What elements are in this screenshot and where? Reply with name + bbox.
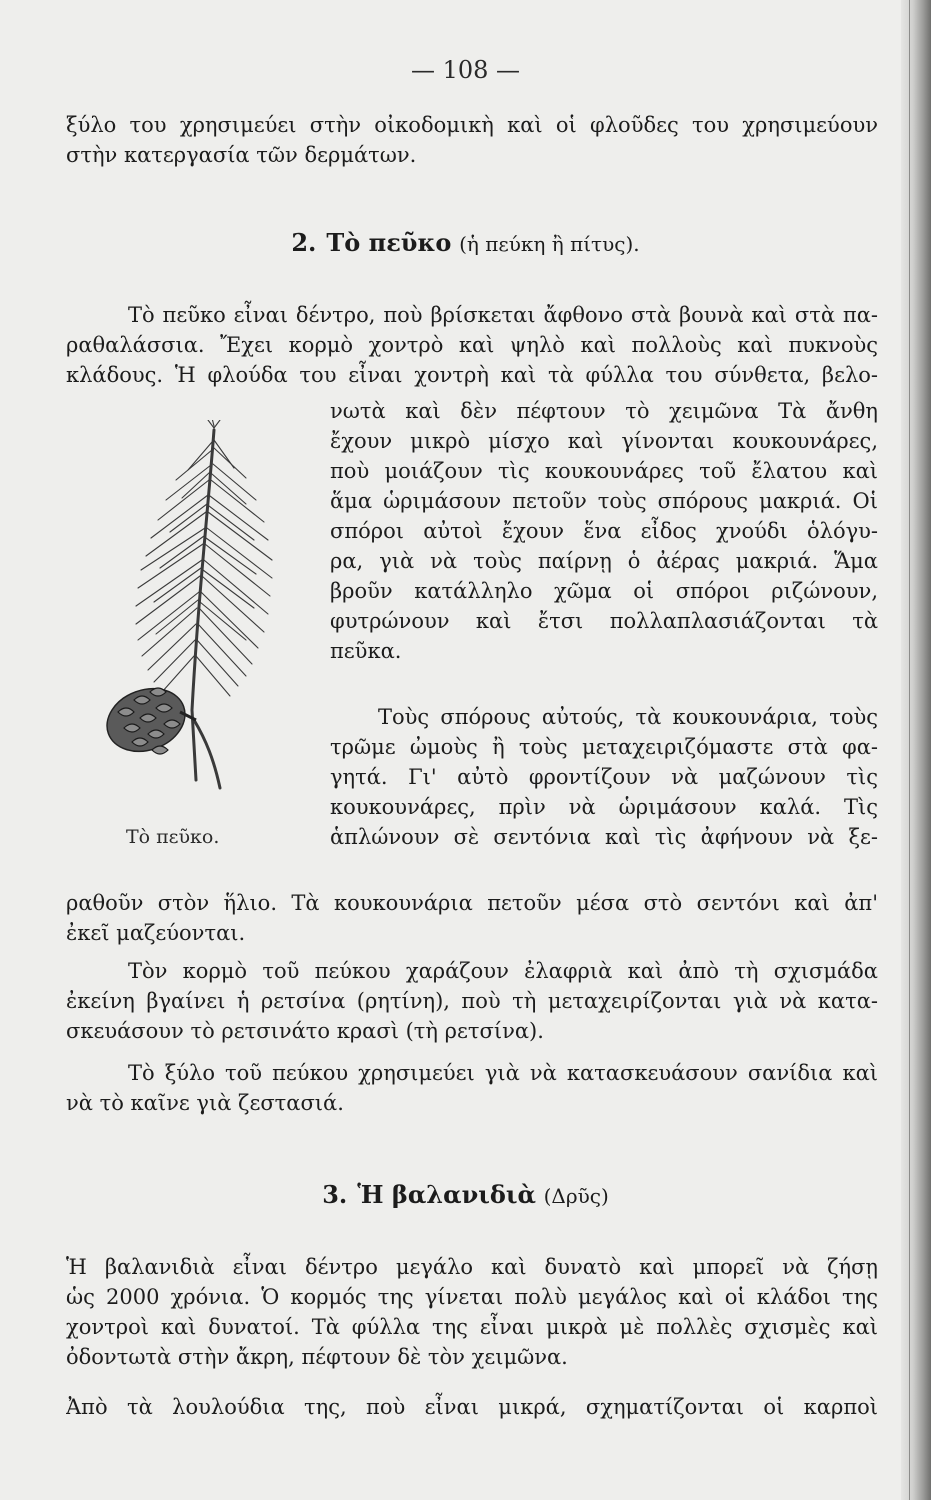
pine-paragraph-2-wrapped <box>330 702 878 852</box>
text-line: Ἡ βαλανιδιὰ εἶναι δέντρο μεγάλο καὶ δυνατὸ καὶ μπορεῖ νὰ ζήσῃ <box>66 1255 878 1279</box>
section-subtitle: (Δρῦς) <box>543 1184 609 1208</box>
pine-branch-illustration <box>96 420 276 800</box>
text-line: σκευάσουν τὸ ρετσινάτο κρασὶ (τὴ ρετσίνα). <box>66 1019 544 1043</box>
pine-paragraph-3 <box>66 956 878 1046</box>
text-line: νὰ τὸ καῖνε γιὰ ζεστασιά. <box>66 1091 344 1115</box>
section-subtitle: (ἡ πεύκη ἢ πίτυς). <box>459 232 640 256</box>
text-line: βροῦν κατάλληλο χῶμα οἱ σπόροι ριζώνουν, <box>330 579 878 603</box>
text-line: ἁπλώνουν σὲ σεντόνια καὶ τὶς ἀφήνουν νὰ ξε- <box>330 825 878 849</box>
section-heading-oak <box>0 1178 931 1212</box>
text-line: γητά. Γι' αὐτὸ φροντίζουν νὰ μαζώνουν τὶς <box>330 765 878 789</box>
text-line: ξύλο του χρησιμεύει στὴν οἰκοδομικὴ καὶ οἱ φλοῦδες του χρησιμεύουν <box>66 113 878 137</box>
text-line: τρῶμε ὠμοὺς ἢ τοὺς μεταχειριζόμαστε στὰ φα- <box>330 735 878 759</box>
text-line: φυτρώνουν καὶ ἔτσι πολλαπλασιάζονται τὰ <box>330 609 878 633</box>
text-line: ἅμα ὡριμάσουν πετοῦν τοὺς σπόρους μακριά. Οἱ <box>330 489 878 513</box>
intro-paragraph <box>66 110 878 170</box>
text-line: ρα, γιὰ νὰ τοὺς παίρνῃ ὁ ἀέρας μακριά. Ἅμα <box>330 549 878 573</box>
section-title: Ἡ βαλανιδιὰ <box>357 1180 536 1209</box>
text-line: κουκουνάρες, πρὶν νὰ ὡριμάσουν καλά. Τὶς <box>330 795 878 819</box>
pine-paragraph-4 <box>66 1058 878 1118</box>
text-line: πεῦκα. <box>330 639 402 663</box>
page-number: — 108 — <box>410 56 521 84</box>
pine-wrapped-text <box>330 396 878 666</box>
section-number: 3. <box>322 1180 348 1209</box>
text-line: Τοὺς σπόρους αὐτούς, τὰ κουκουνάρια, τοὺς <box>378 705 878 729</box>
text-line: ὀδοντωτὰ στὴν ἄκρη, πέφτουν δὲ τὸν χειμῶνα. <box>66 1345 568 1369</box>
section-title: Τὸ πεῦκο <box>326 228 452 257</box>
text-line: Τὸν κορμὸ τοῦ πεύκου χαράζουν ἐλαφριὰ καὶ ἀπὸ τὴ σχισμάδα <box>128 959 878 983</box>
text-line: χοντροὶ καὶ δυνατοί. Τὰ φύλλα της εἶναι μικρὰ μὲ πολλὲς σχισμὲς καὶ <box>66 1315 878 1339</box>
pine-paragraph-1 <box>66 300 878 390</box>
text-line: νωτὰ καὶ δὲν πέφτουν τὸ χειμῶνα Τὰ ἄνθη <box>330 399 878 423</box>
oak-paragraph-2 <box>66 1392 878 1422</box>
pine-cone <box>98 678 196 762</box>
text-line: ὡς 2000 χρόνια. Ὁ κορμός της γίνεται πολὺ μεγάλος καὶ οἱ κλάδοι της <box>66 1285 878 1309</box>
text-line: ραθαλάσσια. Ἔχει κορμὸ χοντρὸ καὶ ψηλὸ καὶ πολλοὺς καὶ πυκνοὺς <box>66 333 878 357</box>
text-line: ἐκείνη βγαίνει ἡ ρετσίνα (ρητίνη), ποὺ τὴ μεταχειρίζονται γιὰ νὰ κατα- <box>66 989 878 1013</box>
section-number: 2. <box>291 228 317 257</box>
text-line: σπόροι αὐτοὶ ἔχουν ἕνα εἶδος χνούδι ὁλόγυ- <box>330 519 878 543</box>
pine-paragraph-2-end <box>66 888 878 948</box>
text-line: Τὸ ξύλο τοῦ πεύκου χρησιμεύει γιὰ νὰ κατασκευάσουν σανίδια καὶ <box>128 1061 878 1085</box>
text-line: στὴν κατεργασία τῶν δερμάτων. <box>66 143 417 167</box>
text-line: Τὸ πεῦκο εἶναι δέντρο, ποὺ βρίσκεται ἄφθονο στὰ βουνὰ καὶ στὰ πα- <box>128 303 878 327</box>
text-line: ραθοῦν στὸν ἥλιο. Τὰ κουκουνάρια πετοῦν μέσα στὸ σεντόνι καὶ ἀπ' <box>66 891 878 915</box>
text-line: ἔχουν μικρὸ μίσχο καὶ γίνονται κουκουνάρες, <box>330 429 878 453</box>
oak-paragraph-1 <box>66 1252 878 1372</box>
text-line: Ἀπὸ τὰ λουλούδια της, ποὺ εἶναι μικρά, σχηματίζονται οἱ καρποὶ <box>66 1395 878 1419</box>
section-heading-pine <box>0 226 931 260</box>
text-line: ἐκεῖ μαζεύονται. <box>66 921 246 945</box>
page-binding-edge <box>901 0 931 1500</box>
illustration-caption: Τὸ πεῦκο. <box>126 826 220 848</box>
text-line: ποὺ μοιάζουν τὶς κουκουνάρες τοῦ ἔλατου καὶ <box>330 459 878 483</box>
text-line: κλάδους. Ἡ φλούδα του εἶναι χοντρὴ καὶ τὰ φύλλα του σύνθετα, βελο- <box>66 363 878 387</box>
